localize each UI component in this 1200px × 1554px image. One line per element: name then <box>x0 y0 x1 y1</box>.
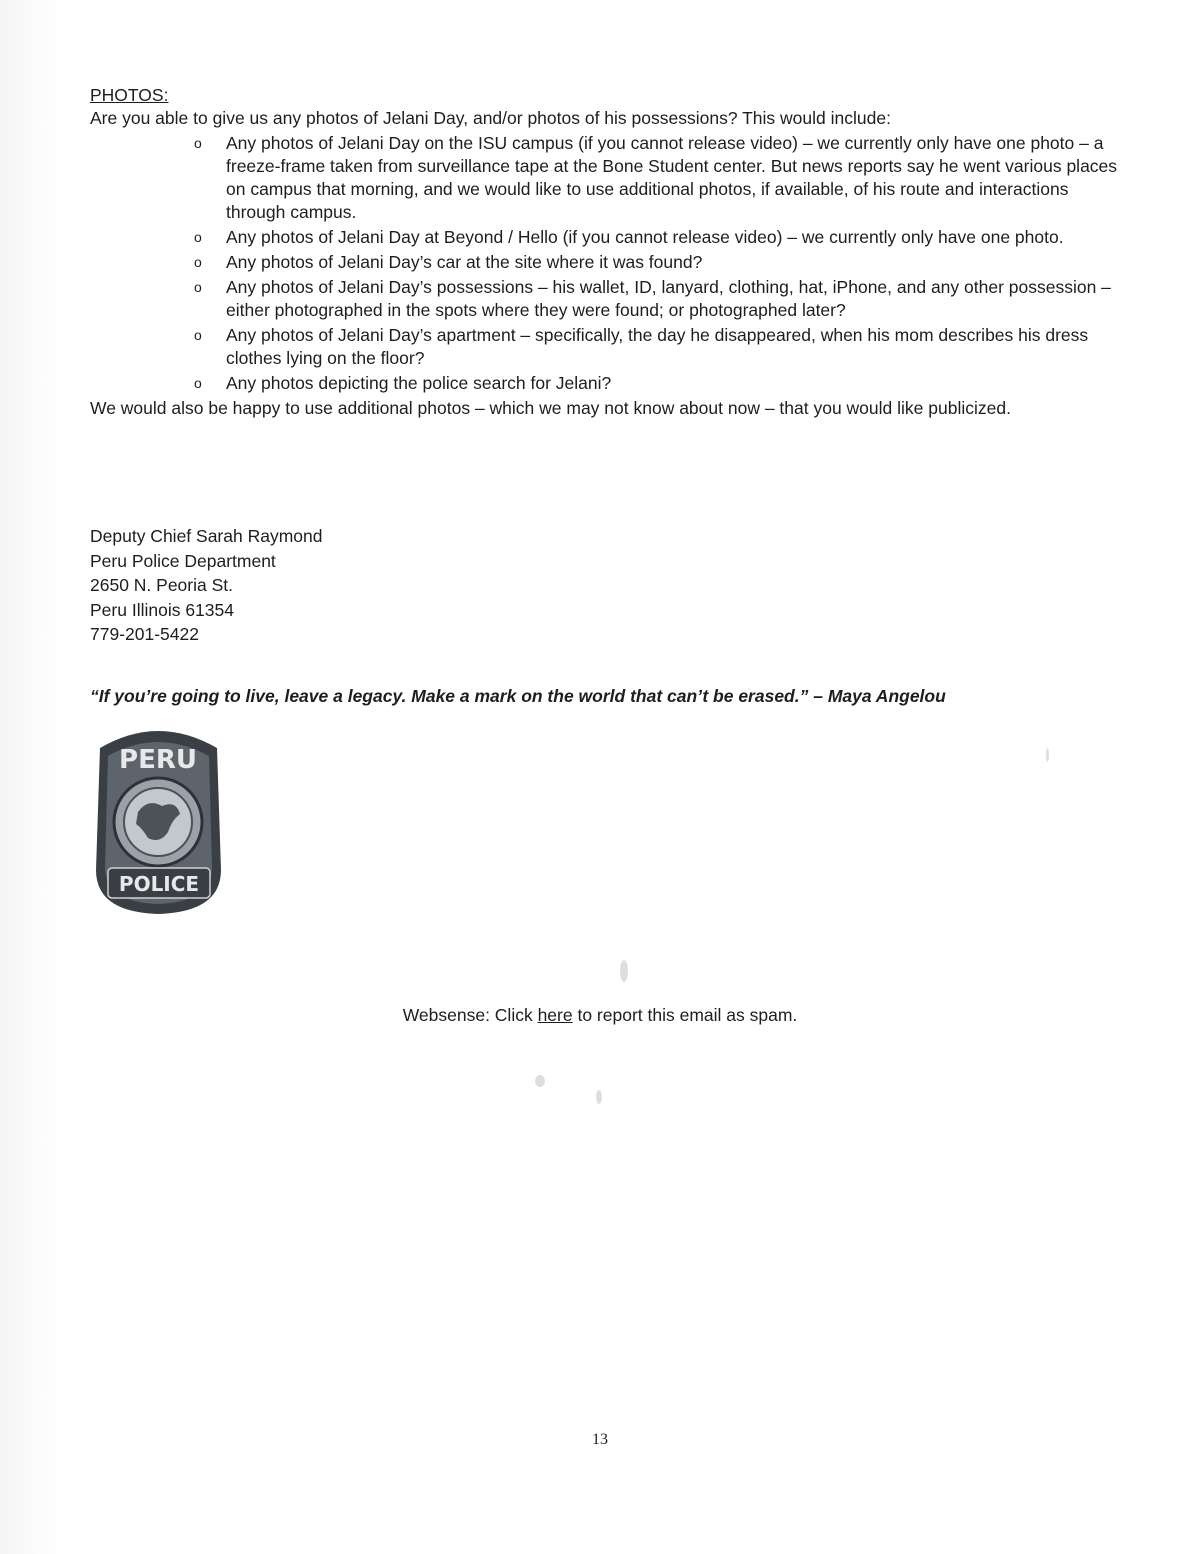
websense-prefix: Websense: Click <box>402 1005 538 1025</box>
list-item-text: Any photos depicting the police search for Jelani? <box>226 373 612 393</box>
photo-request-list <box>90 132 1120 395</box>
page-number: 13 <box>592 1431 608 1448</box>
scan-speck <box>620 960 628 982</box>
bullet-marker: o <box>194 229 202 245</box>
list-item-text: Any photos of Jelani Day’s possessions – his wallet, ID, lanyard, clothing, hat, iPhone, and any other possession – either photographed in the spots where they were found; or photographed later? <box>226 277 1111 320</box>
photos-heading: PHOTOS: <box>90 85 169 105</box>
websense-suffix: to report this email as spam. <box>572 1005 798 1025</box>
email-signature <box>90 524 322 647</box>
bullet-marker: o <box>194 279 202 295</box>
bullet-marker: o <box>194 135 202 151</box>
bullet-marker: o <box>194 327 202 343</box>
badge-top-text: PERU <box>119 745 197 775</box>
scan-edge-shading <box>0 0 60 1554</box>
list-item-text: Any photos of Jelani Day’s apartment – specifically, the day he disappeared, when his mom describes his dress clothes lying on the floor? <box>226 325 1089 368</box>
list-item-text: Any photos of Jelani Day at Beyond / Hello (if you cannot release video) – we currently only have one photo. <box>226 227 1064 247</box>
list-item <box>190 276 1120 322</box>
photos-closing: We would also be happy to use additional photos – which we may not know about now – that you would like publicized. <box>90 398 1011 418</box>
peru-police-badge-logo <box>86 720 231 920</box>
list-item <box>190 324 1120 370</box>
scan-speck <box>535 1075 545 1087</box>
signature-department: Peru Police Department <box>90 550 276 571</box>
signature-city: Peru Illinois 61354 <box>90 599 234 620</box>
photos-intro: Are you able to give us any photos of Jelani Day, and/or photos of his possessions? This would include: <box>90 108 891 128</box>
list-item <box>190 226 1120 249</box>
signature-name: Deputy Chief Sarah Raymond <box>90 526 323 546</box>
scan-speck <box>596 1090 602 1104</box>
report-spam-link[interactable]: here <box>537 1005 573 1025</box>
photos-section <box>90 84 1120 420</box>
list-item-text: Any photos of Jelani Day on the ISU campus (if you cannot release video) – we currently only have one photo – a freeze-frame taken from surveillance tape at the Bone Student center. But news reports say he went various places on campus that morning, and we would like to use additional photos, if available, of his route and interactions through campus. <box>226 133 1118 222</box>
list-item-text: Any photos of Jelani Day’s car at the site where it was found? <box>226 252 703 272</box>
signature-street: 2650 N. Peoria St. <box>90 575 233 595</box>
websense-footer <box>0 1005 1200 1026</box>
signature-phone: 779-201-5422 <box>90 624 199 644</box>
bullet-marker: o <box>194 375 202 391</box>
list-item <box>190 132 1120 224</box>
list-item <box>190 372 1120 395</box>
badge-bottom-text: POLICE <box>118 872 200 896</box>
signature-quote: “If you’re going to live, leave a legacy. Make a mark on the world that can’t be erased.” – Maya Angelou <box>90 686 946 706</box>
bullet-marker: o <box>194 254 202 270</box>
badge-icon <box>86 720 231 920</box>
list-item <box>190 251 1120 274</box>
scan-speck <box>1046 748 1049 762</box>
